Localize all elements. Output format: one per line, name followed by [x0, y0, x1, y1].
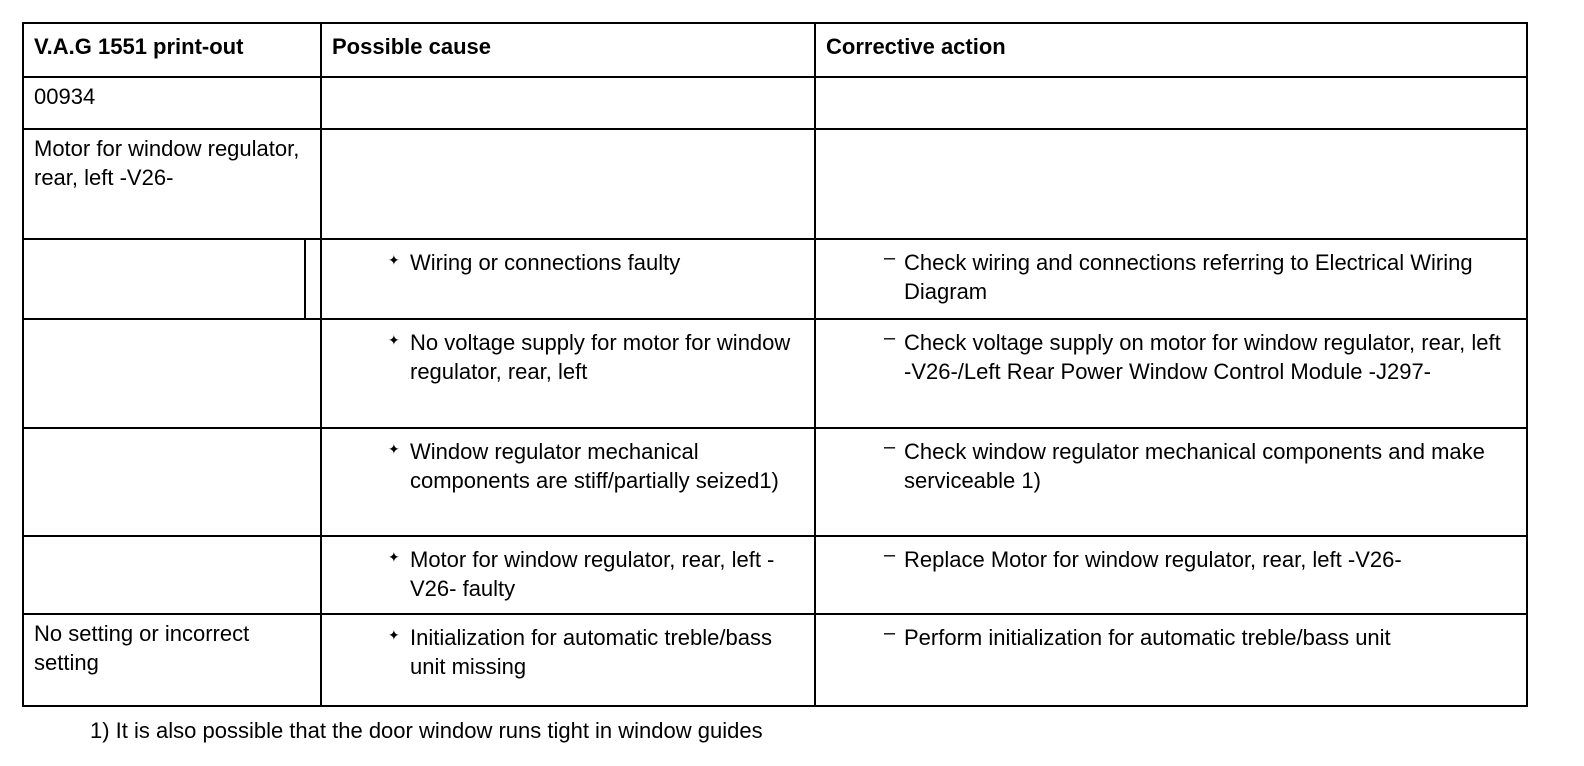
action-text: Perform initialization for automatic treble/bass unit: [904, 625, 1391, 650]
cause-text: Initialization for automatic treble/bass unit missing: [410, 625, 772, 679]
table-header-row: [23, 23, 1527, 77]
fault-code: 00934: [23, 77, 321, 129]
cause-text: Window regulator mechanical components are stiff/partially seized1): [410, 439, 779, 493]
table-row: [23, 428, 1527, 536]
action-cell: [815, 536, 1527, 614]
dash-bullet-icon: –: [884, 327, 896, 349]
diagnosis-table: [22, 22, 1528, 707]
table-row: [23, 129, 1527, 239]
cause-text: No voltage supply for motor for window regulator, rear, left: [410, 330, 791, 384]
printout-cell: No setting or incorrect setting: [23, 614, 321, 706]
diamond-bullet-icon: ✦: [388, 441, 400, 457]
diamond-bullet-icon: ✦: [388, 252, 400, 268]
action-cell: [815, 428, 1527, 536]
table-row: [23, 614, 1527, 706]
table-row: [23, 77, 1527, 129]
cause-text: Motor for window regulator, rear, left -V26- faulty: [410, 547, 775, 601]
dash-bullet-icon: –: [884, 622, 896, 644]
action-cell: [815, 319, 1527, 428]
dash-bullet-icon: –: [884, 436, 896, 458]
action-text: Check voltage supply on motor for window regulator, rear, left -V26-/Left Rear Power Window Control Module -J297-: [904, 330, 1501, 384]
action-text: Check window regulator mechanical components and make serviceable 1): [904, 439, 1485, 493]
printout-cell: [23, 428, 321, 536]
diamond-bullet-icon: ✦: [388, 627, 400, 643]
empty-cell: [321, 129, 815, 239]
table-row: [23, 239, 1527, 319]
vertical-divider: [304, 240, 306, 318]
empty-cell: [815, 129, 1527, 239]
component-name: Motor for window regulator, rear, left -V26-: [23, 129, 321, 239]
cause-cell: [321, 319, 815, 428]
empty-cell: [815, 77, 1527, 129]
cause-cell: [321, 614, 815, 706]
header-printout: V.A.G 1551 print-out: [23, 23, 321, 77]
table-row: [23, 319, 1527, 428]
printout-cell: [23, 319, 321, 428]
footnote: 1) It is also possible that the door window runs tight in window guides: [90, 718, 763, 743]
action-cell: [815, 239, 1527, 319]
diamond-bullet-icon: ✦: [388, 549, 400, 565]
empty-cell: [321, 77, 815, 129]
cause-cell: [321, 536, 815, 614]
action-cell: [815, 614, 1527, 706]
action-text: Replace Motor for window regulator, rear, left -V26-: [904, 547, 1402, 572]
dash-bullet-icon: –: [884, 247, 896, 269]
printout-cell: [23, 239, 321, 319]
diamond-bullet-icon: ✦: [388, 332, 400, 348]
header-possible-cause: Possible cause: [321, 23, 815, 77]
cause-cell: [321, 239, 815, 319]
printout-cell: [23, 536, 321, 614]
action-text: Check wiring and connections referring to Electrical Wiring Diagram: [904, 250, 1473, 304]
table-row: [23, 536, 1527, 614]
dash-bullet-icon: –: [884, 544, 896, 566]
cause-text: Wiring or connections faulty: [410, 250, 681, 275]
header-corrective-action: Corrective action: [815, 23, 1527, 77]
cause-cell: [321, 428, 815, 536]
